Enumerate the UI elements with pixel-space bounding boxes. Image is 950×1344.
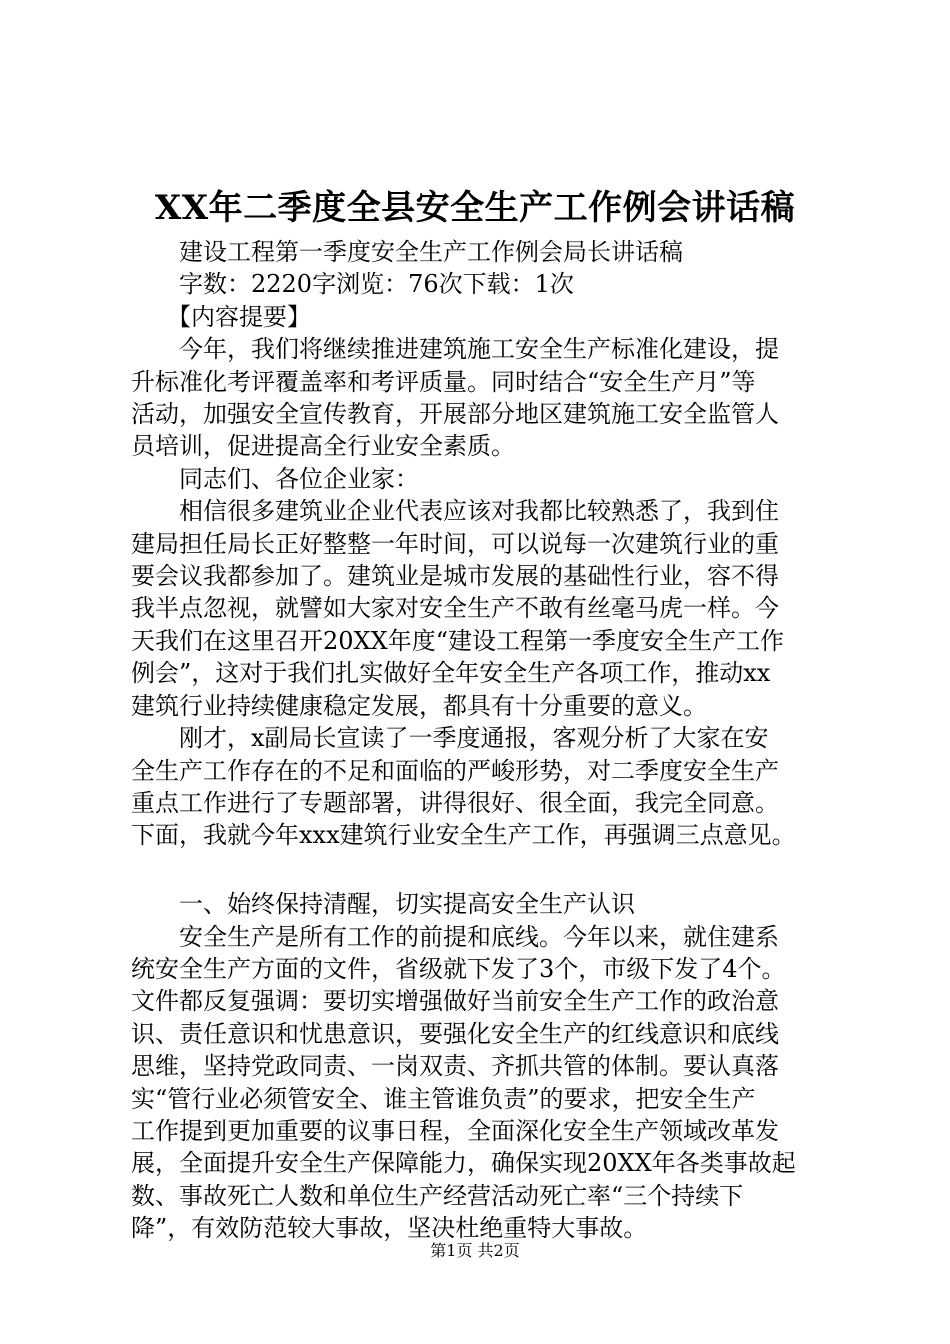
paragraph-line: 今年，我们将继续推进建筑施工安全生产标准化建设，提 <box>179 335 779 364</box>
paragraph-line: 文件都反复强调：要切实增强做好当前安全生产工作的政治意 <box>131 987 779 1016</box>
paragraph-line: 实“管行业必须管安全、谁主管谁负责”的要求，把安全生产 <box>131 1084 756 1113</box>
paragraph-line: 统安全生产方面的文件，省级就下发了3个，市级下发了4个。 <box>131 954 786 983</box>
paragraph-line: 相信很多建筑业企业代表应该对我都比较熟悉了，我到住 <box>179 497 779 526</box>
paragraph-line: 我半点忽视，就譬如大家对安全生产不敢有丝毫马虎一样。今 <box>131 594 779 623</box>
blank-line <box>131 852 843 884</box>
paragraph-line: 例会”，这对于我们扎实做好全年安全生产各项工作，推动xx <box>131 659 771 688</box>
summary-heading: 【内容提要】 <box>167 302 311 331</box>
paragraph-line: 重点工作进行了专题部署，讲得很好、很全面，我完全同意。 <box>131 788 779 817</box>
paragraph-line: 天我们在这里召开20XX年度“建设工程第一季度安全生产工作 <box>131 626 784 655</box>
subtitle: 建设工程第一季度安全生产工作例会局长讲话稿 <box>179 238 683 266</box>
paragraph-line: 活动，加强安全宣传教育，开展部分地区建筑施工安全监管人 <box>131 400 779 429</box>
paragraph-line: 刚才，x副局长宣读了一季度通报，客观分析了大家在安 <box>179 724 769 753</box>
page-footer: 第1页 共2页 <box>430 1241 520 1260</box>
paragraph-line: 建筑行业持续健康稳定发展，都具有十分重要的意义。 <box>131 691 707 720</box>
paragraph-line: 升标准化考评覆盖率和考评质量。同时结合“安全生产月”等 <box>131 367 756 396</box>
document-stats: 字数：2220字浏览：76次下载：1次 <box>179 270 574 299</box>
paragraph-line: 员培训，促进提高全行业安全素质。 <box>131 432 515 461</box>
paragraph-line: 识、责任意识和忧患意识，要强化安全生产的红线意识和底线 <box>131 1019 779 1048</box>
paragraph-line: 要会议我都参加了。建筑业是城市发展的基础性行业，容不得 <box>131 562 779 591</box>
paragraph-line: 展，全面提升安全生产保障能力，确保实现20XX年各类事故起 <box>131 1149 796 1178</box>
document-title: XX年二季度全县安全生产工作例会讲话稿 <box>154 188 796 228</box>
paragraph-line: 安全生产是所有工作的前提和底线。今年以来，就住建系 <box>179 922 779 951</box>
section-heading: 一、始终保持清醒，切实提高安全生产认识 <box>179 890 635 919</box>
paragraph-line: 建局担任局长正好整整一年时间，可以说每一次建筑行业的重 <box>131 529 779 558</box>
greeting: 同志们、各位企业家： <box>179 464 419 493</box>
paragraph-line: 数、事故死亡人数和单位生产经营活动死亡率“三个持续下 <box>131 1181 744 1210</box>
paragraph-line: 降”，有效防范较大事故，坚决杜绝重特大事故。 <box>131 1214 648 1243</box>
paragraph-line: 全生产工作存在的不足和面临的严峻形势，对二季度安全生产 <box>131 756 779 785</box>
paragraph-line: 工作提到更加重要的议事日程，全面深化安全生产领域改革发 <box>131 1116 779 1145</box>
document-body <box>131 236 843 1245</box>
paragraph-line: 下面，我就今年xxx建筑行业安全生产工作，再强调三点意见。 <box>131 821 796 850</box>
paragraph-line: 思维，坚持党政同责、一岗双责、齐抓共管的体制。要认真落 <box>131 1052 779 1081</box>
